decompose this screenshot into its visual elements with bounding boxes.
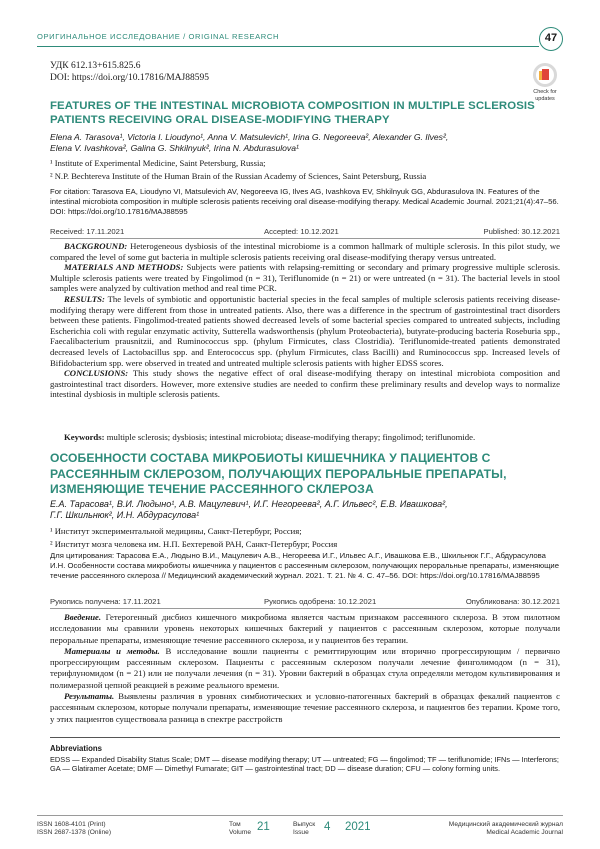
abstract-conclusions: CONCLUSIONS: This study shows the negative effect of oral disease-modifying therapy on intestinal microbiota composition and gastrointestinal tract disorders. However, more extensive studies are needed to confirm these preliminary results and develop ways to normalize intestinal dysbiosis in multiple sclerosis patients. [50,368,560,400]
article-title-ru: ОСОБЕННОСТИ СОСТАВА МИКРОБИОТЫ КИШЕЧНИКА У ПАЦИЕНТОВ С РАССЕЯННЫМ СКЛЕРОЗОМ, ПОЛУЧАЮЩИХ ПЕРОРАЛЬНЫЕ ПРЕПАРАТЫ, ИЗМЕНЯЮЩИЕ ТЕЧЕНИЕ РАССЕЯННОГО СКЛЕРОЗА [50,451,507,496]
issue-number: 4 [324,821,331,833]
abbreviations-block [50,744,560,774]
volume-number: 21 [257,821,270,833]
page-number: 47 [539,27,563,51]
crossmark-icon [533,63,557,87]
abstract-methods: MATERIALS AND METHODS: Subjects were patients with relapsing-remitting or secondary and primary progressive multiple sclerosis. Multiple sclerosis patients were treated by Fingolimod (n = 31), Teriflunomide (n = 21) or were untreated (n = 31). The bacterial levels in stool samples were analyzed by cultivation method and real time PCR. [50,262,561,294]
section-label: ОРИГИНАЛЬНОЕ ИССЛЕДОВАНИЕ / ORIGINAL RESEARCH [37,32,280,41]
abstract-results: RESULTS: The levels of symbiotic and opportunistic bacterial species in the fecal samples of multiple sclerosis patients receiving disease-modifying therapy were different from those in untreated patients. Also, there was a difference in the spectrum of gastrointestinal tract disorders between these patients. Fingolimod-treated patients showed decreased levels of some bacterial species compared to untreated subjects, including Escherichia coli with regular enzymatic activity, Sutterella wadsworthensis (phylum Proteobacteria), butyrate-producing bacteria Roseburia spp., Faecalibacterium prausnitzii, and Ruminococcus spp. (phylum Firmicutes, class Clostridia). Teriflunomide-treated patients demonstrated decreased levels of Lactobacillus spp. and Enterococcus spp. (phylum Firmicutes, class Bacilli) and Ruminococcus spp. Increased levels of Bifidobacterium spp. were observed in treated and untreated multiple sclerosis patients with higher EDSS scores. [50,293,560,368]
abstract-ru [50,612,560,725]
udc-code: УДК 612.13+615.825.6 [50,61,141,71]
abstract-intro-ru: Введение. Гетерогенный дисбиоз кишечного микробиома является частым признаком рассеянного склероза. В этом пилотном исследовании мы сравнили уровень некоторых кишечных бактерий у пациентов с рассеянным склерозом, которые получали пероральные препараты, изменяющие течение рассеянного склероза, и у пациентов без терапии. [50,612,560,645]
journal-name: Медицинский академический журнал Medical Academic Journal [448,821,563,836]
abstract-results-ru: Результаты. Выявлены различия в уровнях симбиотических и условно-патогенных бактерий в образцах фекалий пациентов с рассеянным склерозом, которые получали препараты, изменяющие течение рассеянного склероза, и пациентов без терапии. Кроме того, у этих пациентов существовала разница в спектре расстройств [50,691,560,724]
keywords-en: Keywords: multiple sclerosis; dysbiosis; intestinal microbiota; disease-modifying therapy; fingolimod; teriflunomide. [64,432,476,442]
check-badge-label: Check for updates [533,89,557,102]
authors-ru: Е.А. Тарасова¹, В.И. Людыно¹, А.В. Мацулевич¹, И.Г. Негореева², А.Г. Ильвес², Е.В. Ивашкова², Г.Г. Шкильнюк², И.Н. Абдурасулова¹ [50,499,448,520]
udc-block [50,60,209,84]
abstract-methods-ru: Материалы и методы. В исследование вошли пациенты с ремиттирующим или вторично прогрессирующим / первично прогрессирующим рассеянным склерозом. Пациенты с рассеянным склерозом получали лечение финголимодом (n = 31), терифлуномидом (n = 21) или не получали лечения (n = 31). Уровни бактерий в образцах стула определяли методом культивирования и полимеразной цепной реакцией в режиме реального времени. [50,645,560,690]
published-date: Published: 30.12.2021 [483,227,560,236]
abstract-en [50,241,560,400]
affiliations-en: ¹ Institute of Experimental Medicine, Saint Petersburg, Russia; ² N.P. Bechtereva Institute of the Human Brain of the Russian Academy of Sciences, Saint Petersburg, Russia [50,158,427,181]
volume-label: Том Volume [229,821,251,836]
running-header [37,26,563,50]
abbreviations-text: EDSS — Expanded Disability Status Scale; DMT — disease modifying therapy; UT — untreated; FG — fingolimod; TF — teriflunomide; IFNs — Interferons; GA — Glatiramer Acetate; DMF — Dimethyl Fumarate; GIT — gastrointestinal tract; DD — disease duration; CFU — colony forming units. [50,754,559,774]
issue-label: Выпуск Issue [293,821,316,836]
authors-en: Elena A. Tarasova¹, Victoria I. Lioudyno¹, Anna V. Matsulevich¹, Irina G. Negoreeva², Alexander G. Ilves², Elena V. Ivashkova², Galina G. Shkilnyuk², Irina N. Abdurasulova¹ [50,132,449,153]
page-footer [37,821,563,843]
divider-ru [50,608,560,609]
issn-block: ISSN 1608-4101 (Print) ISSN 2687-1378 (Online) [37,821,112,836]
received-date: Received: 17.11.2021 [50,227,125,236]
citation-ru: Для цитирования: Тарасова Е.А., Людыно В.И., Мацулевич А.В., Негореева И.Г., Ильвес А.Г., Ивашкова Е.В., Шкильнюк Г.Г., Абдурасулова И.Н. Особенности состава микробиоты кишечника у пациентов с рассеянным склерозом, получающих пероральные препараты, изменяющие течение рассеянного склероза // Медицинский академический журнал. 2021. Т. 21. № 4. С. 47–56. DOI: https://doi.org/10.17816/MAJ88595 [50,551,560,580]
abstract-background: BACKGROUND: Heterogeneous dysbiosis of the intestinal microbiome is a common hallmark of multiple sclerosis. In this pilot study, we compared the level of some gut bacteria in multiple sclerosis patients receiving oral disease-modifying therapy versus untreated. [50,241,560,262]
footer-rule [37,815,563,816]
published-date-ru: Опубликована: 30.12.2021 [465,597,560,606]
article-title-en: FEATURES OF THE INTESTINAL MICROBIOTA COMPOSITION IN MULTIPLE SCLEROSIS PATIENTS RECEIVING ORAL DISEASE-MODIFYING THERAPY [50,100,535,126]
doi-line: DOI: https://doi.org/10.17816/MAJ88595 [50,73,209,83]
abbreviations-title: Abbreviations [50,744,102,753]
citation-en: For citation: Tarasova EA, Lioudyno VI, Matsulevich AV, Negoreeva IG, Ilves AG, Ivashkova EV, Shkilnyuk GG, Abdurasulova IN. Features of the intestinal microbiota composition in multiple sclerosis patients receiving oral disease-modifying therapy. Medical Academic Journal. 2021;21(4):47–56. DOI: https://doi.org/10.17816/MAJ88595 [50,187,559,216]
accepted-date-ru: Рукопись одобрена: 10.12.2021 [264,597,377,606]
year: 2021 [345,821,371,833]
abbreviations-rule [50,737,560,738]
received-date-ru: Рукопись получена: 17.11.2021 [50,597,161,606]
affiliations-ru: ¹ Институт экспериментальной медицины, Санкт-Петербург, Россия; ² Институт мозга человека им. Н.П. Бехтеревой РАН, Санкт-Петербург, Россия [50,526,338,549]
header-rule [37,46,539,47]
accepted-date: Accepted: 10.12.2021 [264,227,339,236]
divider [50,238,560,239]
